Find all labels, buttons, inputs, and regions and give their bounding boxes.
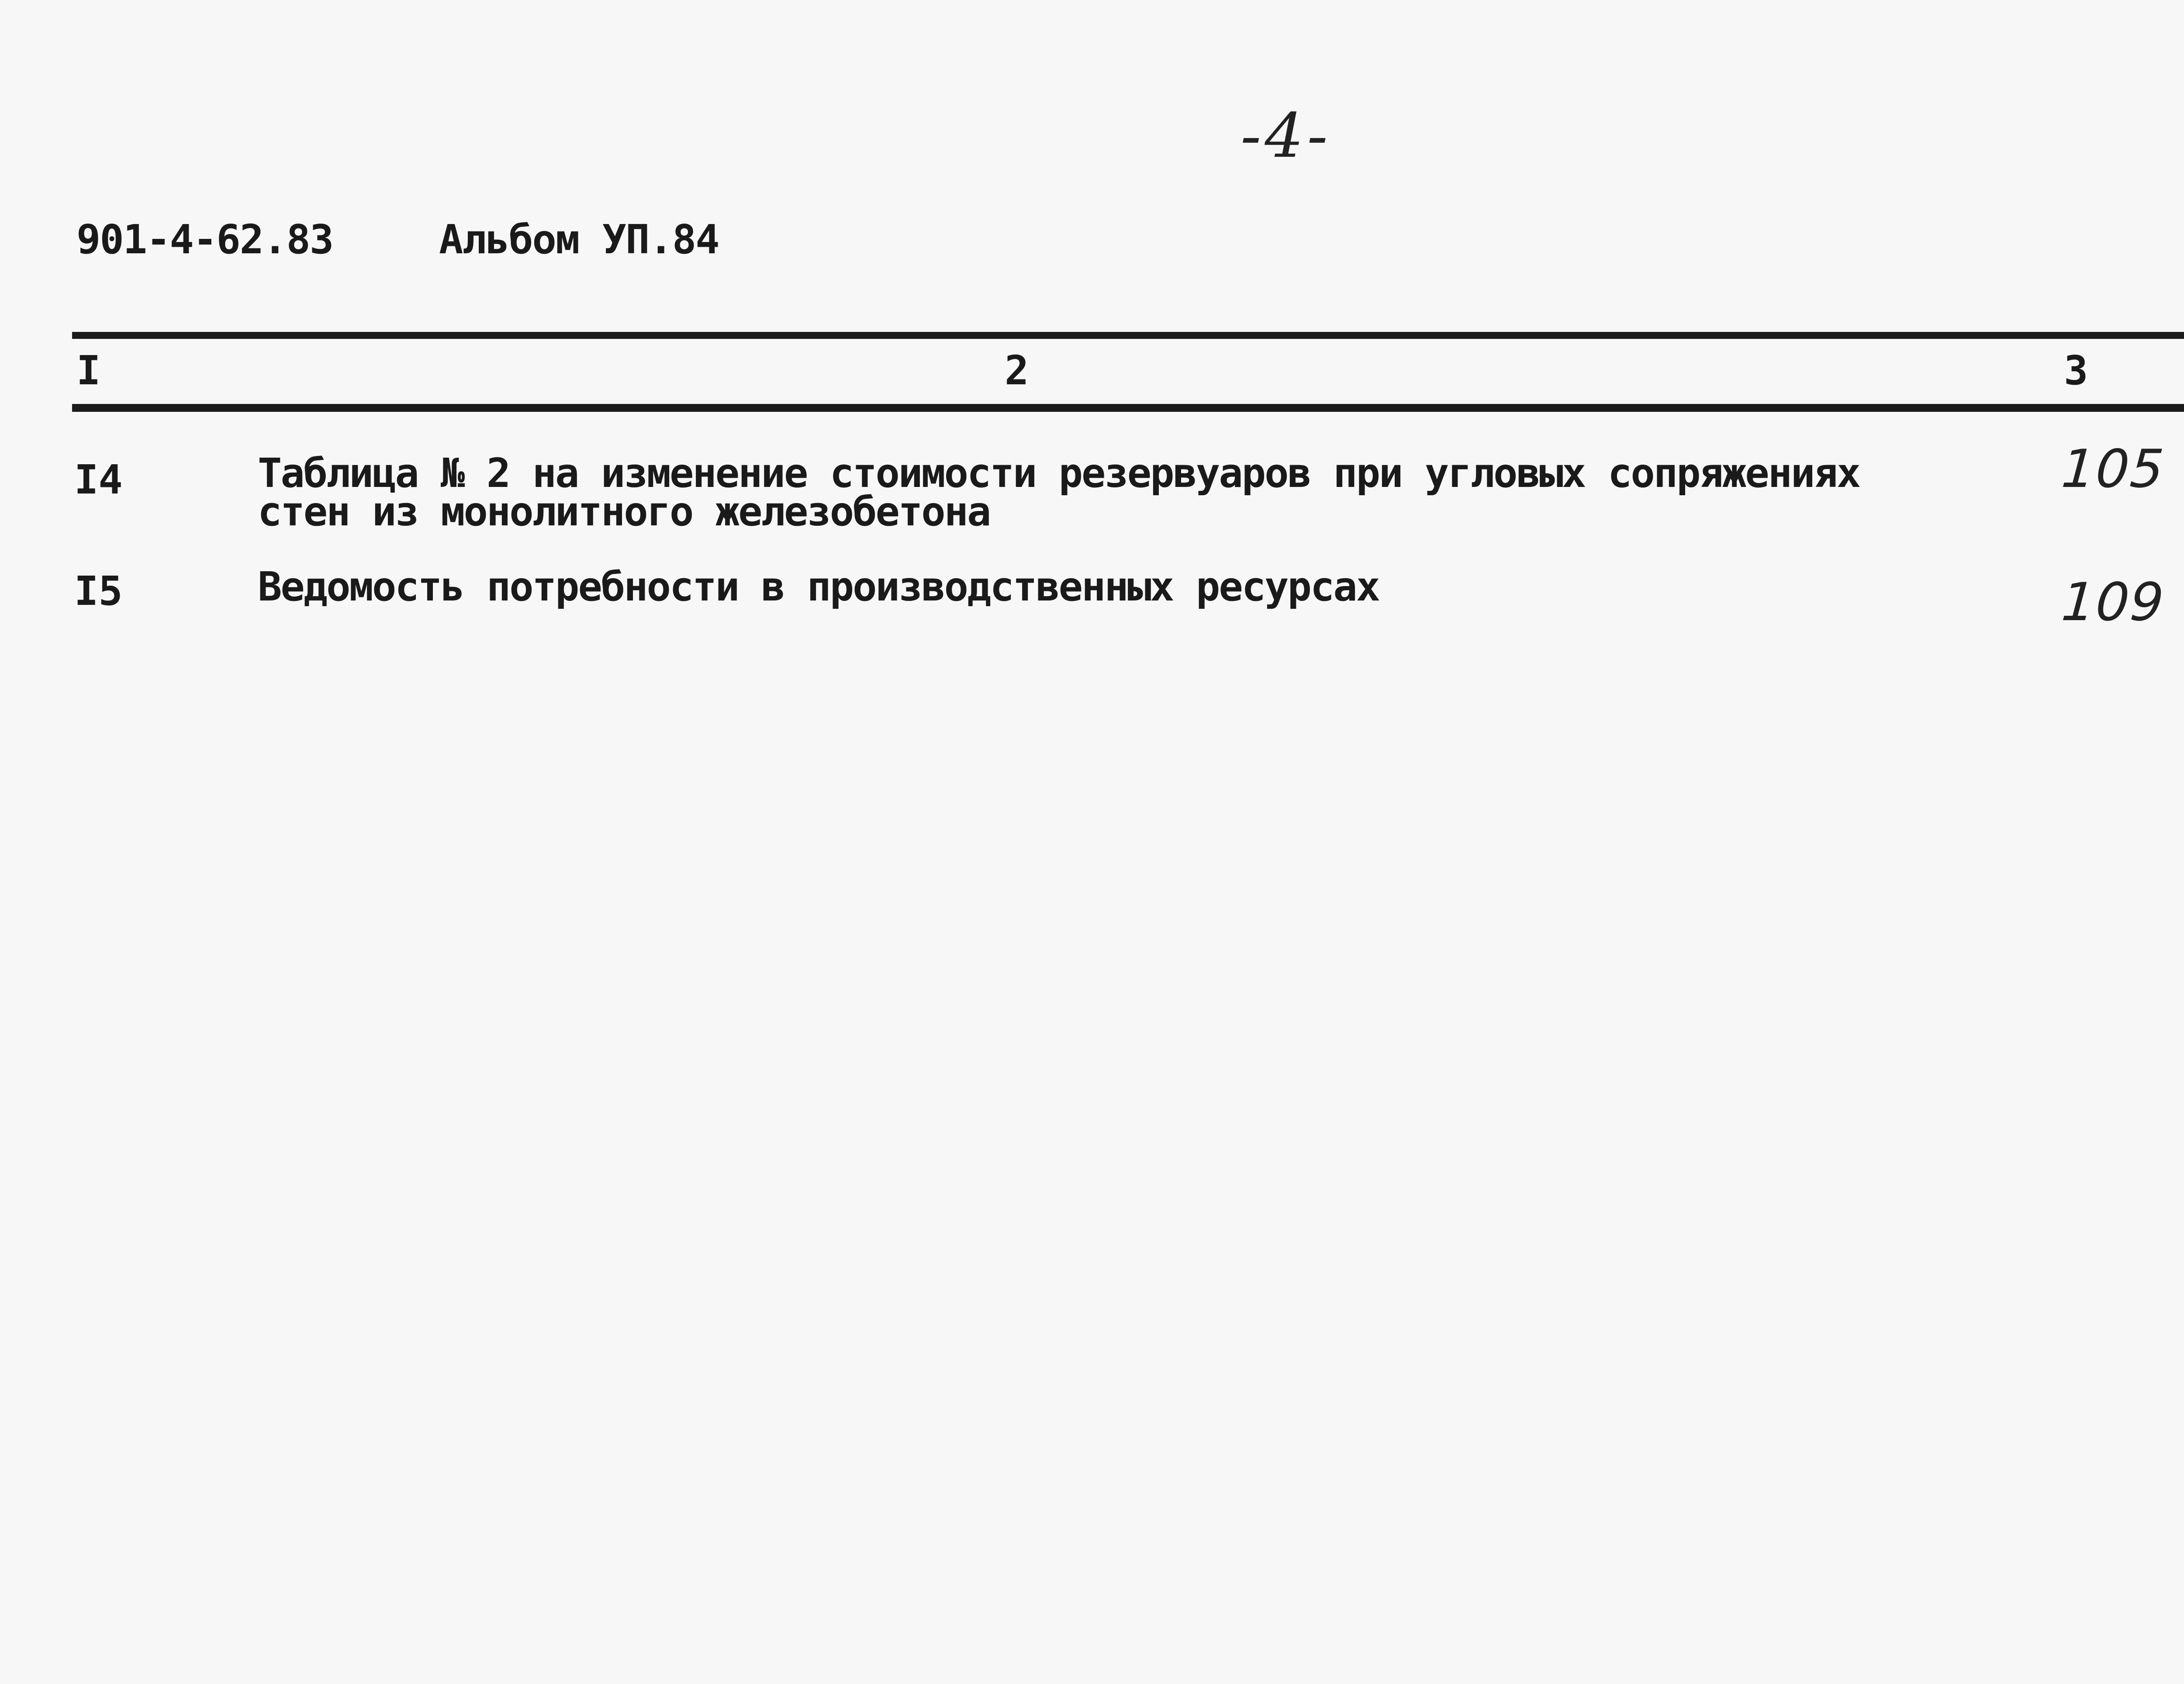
row-description: Ведомость потребности в производственных ресурсах [258,563,1379,610]
row-page-handwritten: 105 [2060,439,2167,500]
table-header-rule [72,404,2184,412]
page-number: -4- [1241,100,1331,172]
column-header-3: 3 [2064,347,2088,394]
row-number: I5 [74,568,123,614]
column-header-2: 2 [1005,347,1029,394]
row-description: Таблица № 2 на изменение стоимости резервуаров при угловых сопряжениях стен из монолитного железобетона [258,450,1860,535]
column-header-1: I [76,347,101,394]
row-number: I4 [74,456,123,503]
table-top-rule [72,332,2184,339]
row-page-handwritten: 109 [2060,572,2167,633]
album-label: Альбом УП.84 [439,216,719,263]
document-code: 901-4-62.83 [76,216,333,263]
